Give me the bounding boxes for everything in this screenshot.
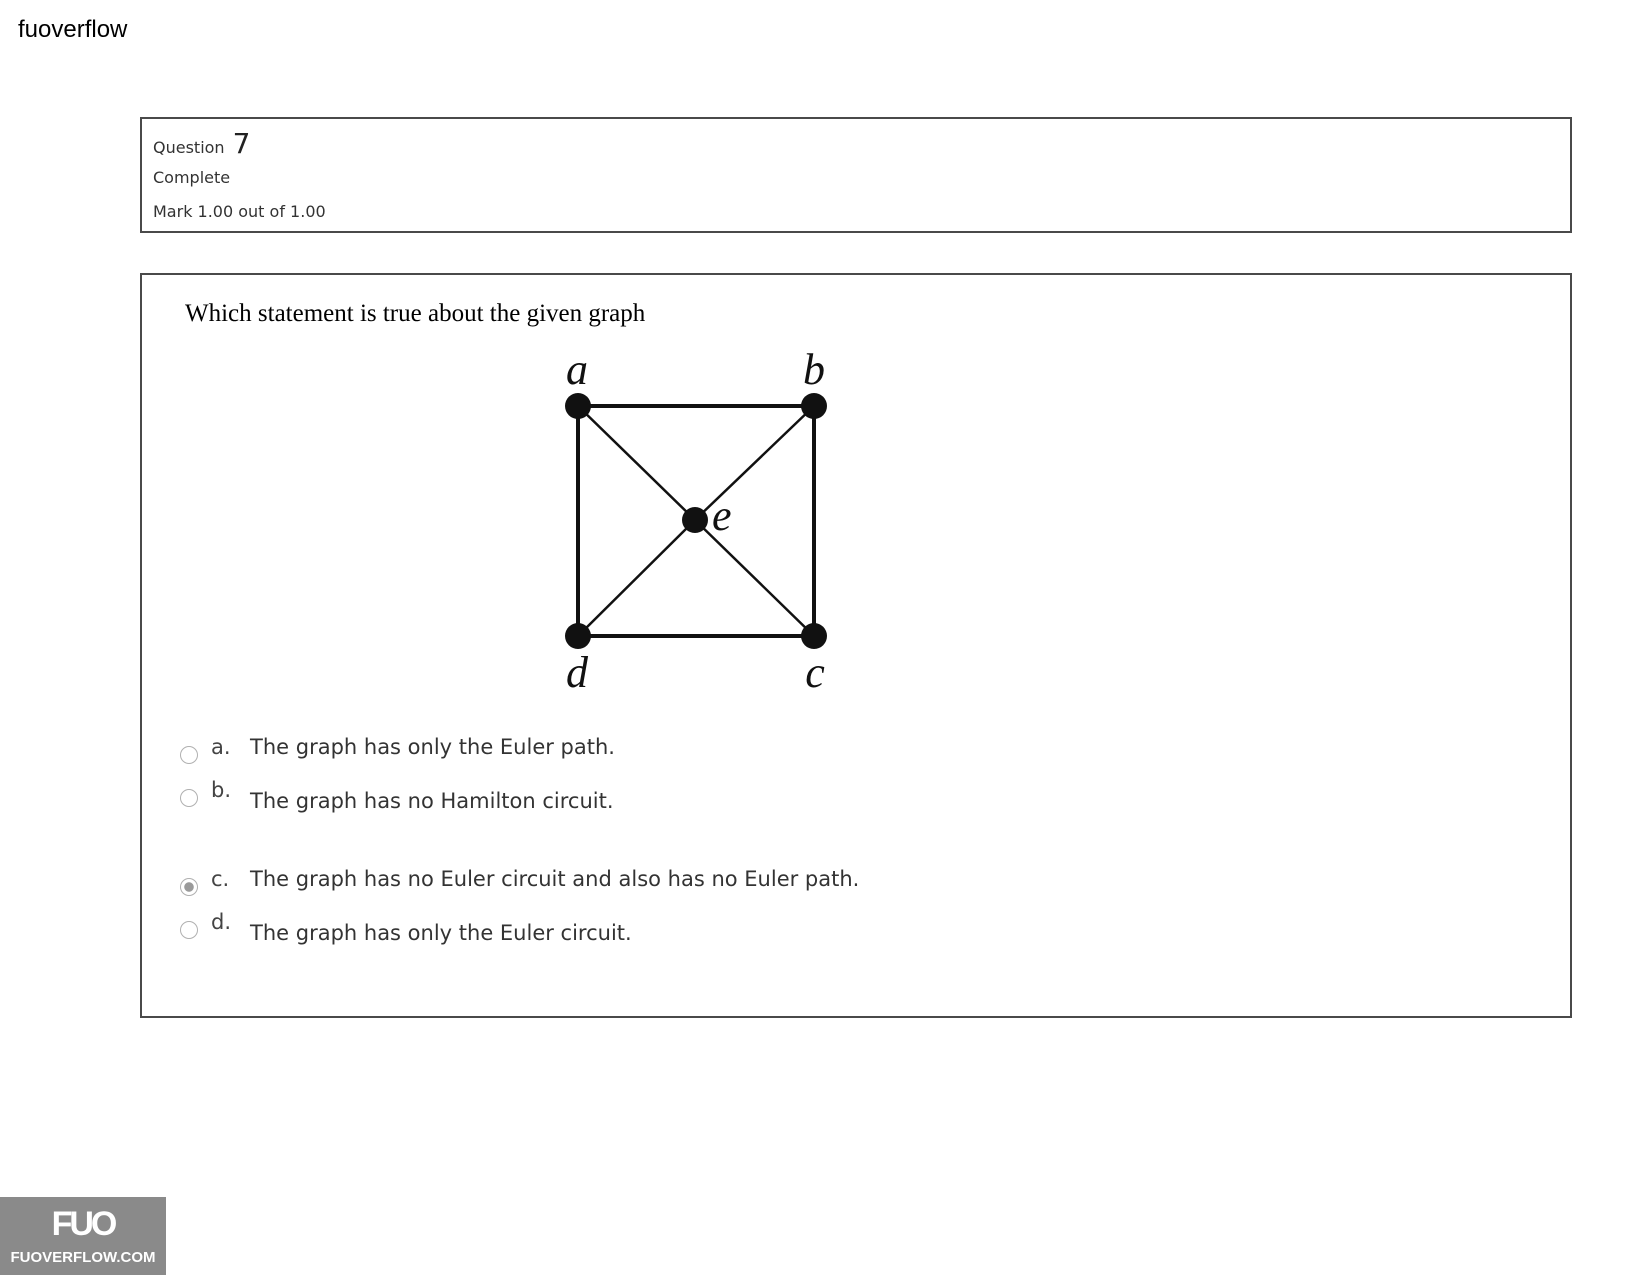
node-c <box>801 623 827 649</box>
watermark-badge <box>0 1197 166 1275</box>
node-b <box>801 393 827 419</box>
question-mark: Mark 1.00 out of 1.00 <box>153 202 326 221</box>
answer-text-a[interactable]: The graph has only the Euler path. <box>250 735 615 759</box>
question-panel <box>140 273 1572 1018</box>
question-label: Question <box>153 138 225 157</box>
node-label-b: b <box>803 345 825 394</box>
answer-letter-d: d. <box>211 910 232 934</box>
node-label-d: d <box>566 648 588 697</box>
question-number-line <box>153 127 1559 161</box>
question-number: 7 <box>232 127 251 160</box>
edge-e-d <box>578 520 695 636</box>
radio-c[interactable] <box>180 878 198 896</box>
edge-a-e <box>578 406 695 520</box>
node-label-c: c <box>805 648 825 697</box>
watermark-logo: FUO <box>51 1205 115 1243</box>
radio-b[interactable] <box>180 789 198 807</box>
node-d <box>565 623 591 649</box>
question-info-panel <box>140 117 1572 233</box>
site-name: fuoverflow <box>18 16 128 43</box>
radio-a[interactable] <box>180 746 198 764</box>
answer-text-d[interactable]: The graph has only the Euler circuit. <box>250 921 632 945</box>
answer-text-c[interactable]: The graph has no Euler circuit and also has no Euler path. <box>250 867 860 891</box>
answer-letter-c: c. <box>211 867 230 891</box>
answer-letter-a: a. <box>211 735 231 759</box>
radio-d[interactable] <box>180 921 198 939</box>
node-label-a: a <box>566 345 588 394</box>
node-a <box>565 393 591 419</box>
answer-text-b[interactable]: The graph has no Hamilton circuit. <box>250 789 614 813</box>
node-label-e: e <box>712 491 732 540</box>
answer-letter-b: b. <box>211 778 232 802</box>
question-text: Which statement is true about the given graph <box>185 300 646 327</box>
question-status: Complete <box>153 168 231 187</box>
node-e <box>682 507 708 533</box>
watermark-site: FUOVERFLOW.COM <box>10 1249 156 1266</box>
